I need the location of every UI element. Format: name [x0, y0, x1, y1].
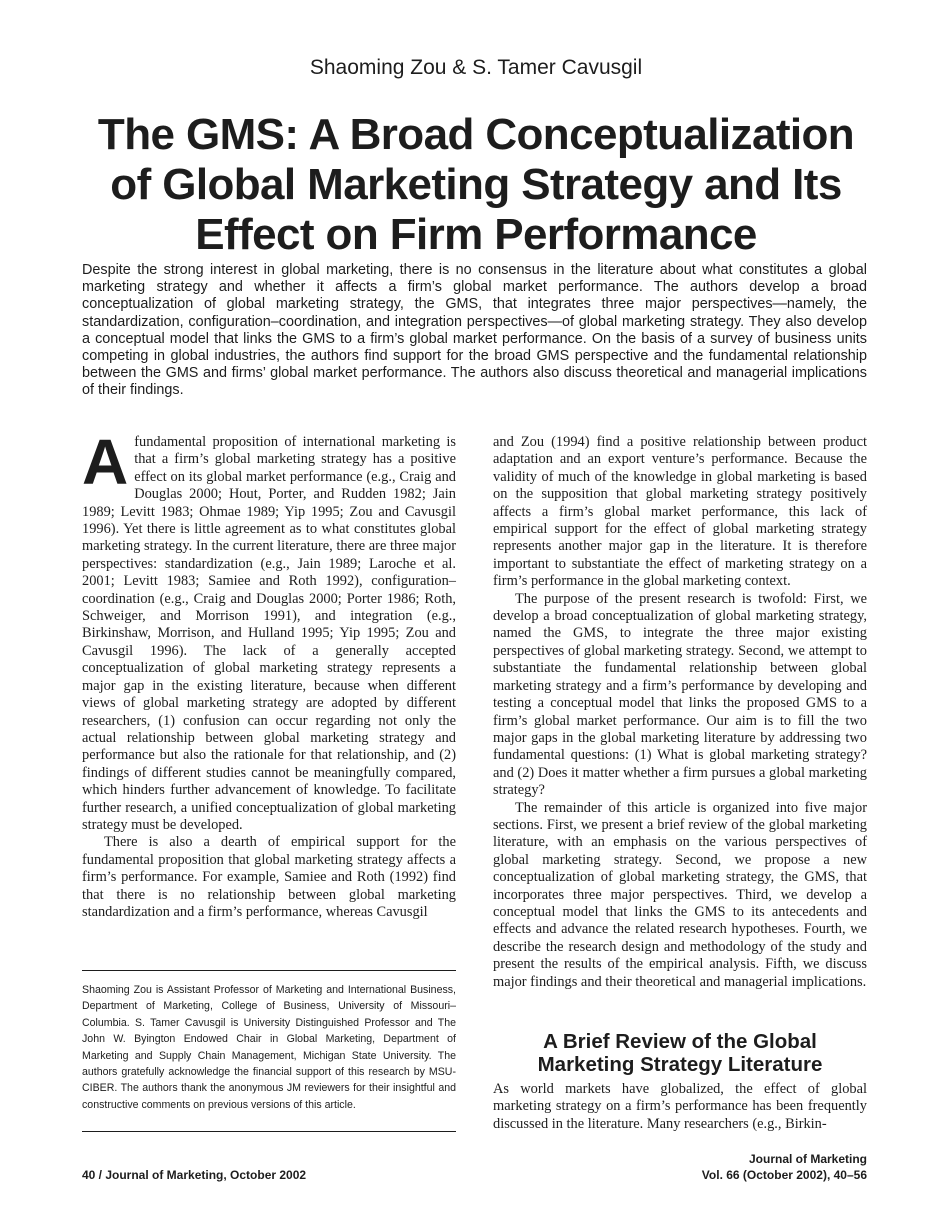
abstract: Despite the strong interest in global marketing, there is no consensus in the literature about what constitutes a global marketing strategy and whether it affects a firm’s global market performance. The authors develop a broad conceptualization of global marketing strategy, the GMS, that integrates three major perspectives—namely, the standardization, configuration–coordination, and integration perspectives—of global marketing strategy. They also develop a conceptual model that links the GMS to a firm’s global market performance. On the basis of a survey of business units competing in global industries, the authors find support for the broad GMS perspective and the fundamental relationship between the GMS and firms’ global market performance. The authors also discuss theoretical and managerial implications of their findings. [82, 262, 867, 399]
section-heading-line: Marketing Strategy Literature [537, 1053, 823, 1076]
article-title [60, 110, 892, 260]
body-column-left [82, 426, 456, 921]
body-paragraph: and Zou (1994) find a positive relationship between product adaptation and an export venture’s performance. Because the validity of much of the knowledge in global marketing is based on the supposition that global marketing strategy positively affects a firm’s global market performance, this lack of empirical support for the effect of global marketing strategy represents another major gap in the literature. It is therefore important to substantiate the effect of marketing strategy on a firm’s performance in the global marketing context. [493, 434, 867, 590]
body-paragraph: As world markets have globalized, the effect of global marketing strategy on a firm’s performance has been frequently discussed in the literature. Many researchers (e.g., Birkin- [493, 1081, 867, 1132]
body-paragraph: There is also a dearth of empirical support for the fundamental proposition that global marketing strategy affects a firm’s performance. For example, Samiee and Roth (1992) find that there is no relationship between global marketing standardization and a firm’s performance, whereas Cavusgil [82, 834, 456, 920]
page-footer-left: 40 / Journal of Marketing, October 2002 [82, 1168, 307, 1182]
title-line-1: The GMS: A Broad Conceptualization [97, 110, 855, 159]
paragraph-text: fundamental proposition of international marketing is that a firm’s global marketing strategy has a positive effect on its global market performance (e.g., Craig and Douglas 2000; Hout, Porter, and Rudden 1982; Jain 1989; Levitt 1983; Ohmae 1989; Yip 1995; Zou and Cavusgil 1996). Yet there is little agreement as to what constitutes global marketing strategy. In the current literature, there are three major perspectives: standardization (e.g., Jain 1989; Laroche et al. 2001; Levitt 1983; Samiee and Roth 1992), configuration–coordination (e.g., Craig and Douglas 2000; Porter 1986; Roth, Schweiger, and Morrison 1991), and integration (e.g., Birkinshaw, Morrison, and Hulland 1995; Yip 1995; Zou and Cavusgil 1996). The lack of a generally accepted conceptualization of global marketing strategy represents a major gap in the existing literature, because when different views of global marketing strategy are adopted by different researchers, (1) confusion can occur regarding not only the actual relationship between global marketing strategy and performance but also the rationale for that relationship, and (2) findings of different studies cannot be meaningfully compared, which hinders further advancement of knowledge. To facilitate further research, a unified conceptualization of global marketing strategy must be developed. [82, 434, 456, 833]
body-column-right [493, 434, 867, 991]
journal-name: Journal of Marketing [748, 1152, 867, 1166]
journal-volume: Vol. 66 (October 2002), 40–56 [701, 1168, 867, 1182]
footnote-rule-top [82, 970, 456, 971]
title-line-2: of Global Marketing Strategy and Its [110, 160, 842, 209]
footnote-rule-bottom [82, 1131, 456, 1132]
drop-cap: A [82, 426, 129, 498]
section-heading-line: A Brief Review of the Global [543, 1030, 817, 1053]
section-heading [493, 1030, 867, 1076]
body-paragraph: The purpose of the present research is twofold: First, we develop a broad conceptualization of global marketing strategy, named the GMS, to integrate the three major existing perspectives of global marketing strategy. Second, we attempt to substantiate the fundamental relationship between global marketing strategy and a firm’s performance by developing and testing a conceptual model that links the proposed GMS to a firm’s global market performance. Our aim is to fill the two major gaps in the global marketing literature by addressing two fundamental questions: (1) What is global marketing strategy? and (2) Does it matter whether a firm pursues a global marketing strategy? [493, 590, 867, 799]
body-paragraph [82, 426, 456, 834]
body-paragraph: The remainder of this article is organized into five major sections. First, we present a brief review of the global marketing literature, with an emphasis on the various perspectives of global marketing strategy. Second, we propose a new conceptualization of global marketing strategy, the GMS, that incorporates three major perspectives. Third, we develop a conceptual model that links the GMS to its antecedents and effects and advance the related research hypotheses. Fourth, we describe the research design and methodology of the study and present the results of the empirical analysis. Fifth, we discuss major findings and their theoretical and managerial implications. [493, 799, 867, 990]
title-line-3: Effect on Firm Performance [195, 210, 757, 259]
body-column-right-continued [493, 1081, 867, 1133]
page-footer-right [702, 1151, 867, 1183]
author-footnote: Shaoming Zou is Assistant Professor of Marketing and International Business, Department of Marketing, College of Business, University of Missouri–Columbia. S. Tamer Cavusgil is University Distinguished Professor and The John W. Byington Endowed Chair in Global Marketing, Department of Marketing and Supply Chain Management, Michigan State University. The authors gratefully acknowledge the financial support of this research by MSU-CIBER. The authors thank the anonymous JM reviewers for their insightful and constructive comments on previous versions of this article. [82, 984, 456, 1111]
author-line: Shaoming Zou & S. Tamer Cavusgil [309, 56, 643, 79]
